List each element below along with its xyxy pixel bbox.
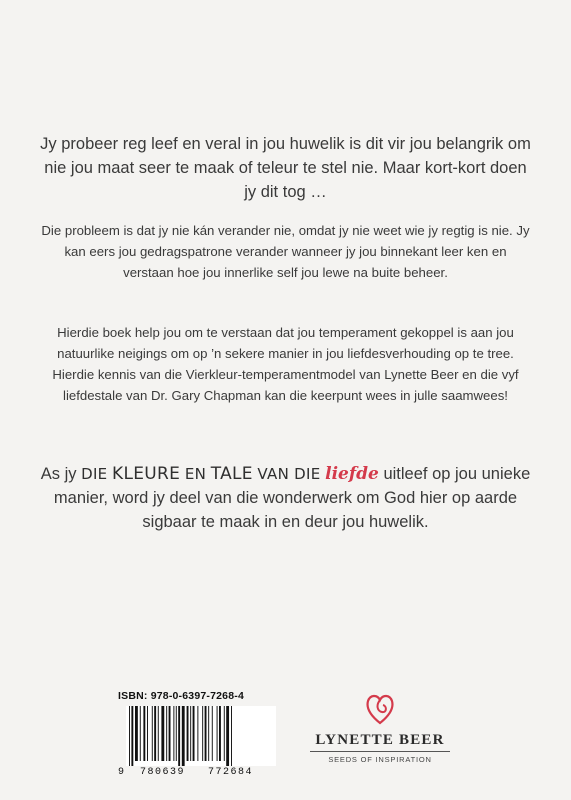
barcode-bar <box>143 706 145 761</box>
heart-knot-icon <box>364 690 396 726</box>
barcode-bar <box>202 706 203 761</box>
barcode-bar <box>193 706 195 761</box>
barcode-bar <box>178 706 180 766</box>
barcode-bar <box>182 706 185 766</box>
closing-paragraph <box>30 462 541 534</box>
title-word-liefde: liefde <box>325 464 379 484</box>
title-word-en: EN <box>184 465 207 483</box>
barcode-digit-group-2: 772684 <box>208 767 254 778</box>
problem-paragraph: Die probleem is dat jy nie kán verander nie, omdat jy nie weet wie jy regtig is nie. Jy kan eers jou gedragspatrone verander wanneer jy jou binnekant leer ken en verstaan hoe jou innerlike self jou lewe na buite beheer. <box>41 223 530 280</box>
barcode-bar <box>208 706 209 761</box>
barcode-bar <box>219 706 221 761</box>
barcode-digit-first: 9 <box>118 767 125 778</box>
barcode-bar <box>176 706 177 761</box>
barcode-bar <box>135 706 138 761</box>
barcode-bar <box>166 706 167 761</box>
barcode-bar <box>205 706 207 761</box>
barcode-bar <box>173 706 174 761</box>
barcode-digit-group-1: 780639 <box>140 767 186 778</box>
isbn-barcode <box>118 690 280 782</box>
barcode-bar <box>187 706 189 761</box>
barcode-bar <box>152 706 153 761</box>
isbn-label: ISBN: 978-0-6397-7268-4 <box>118 690 245 702</box>
closing-lead: As jy <box>40 465 77 483</box>
barcode-bar <box>129 706 130 766</box>
barcode-bar <box>154 706 156 761</box>
closing-rest: uitleef op jou unieke manier, word jy deel van die wonderwerk om God hier op aarde sigbaar te maak in en deur jou huwelik. <box>53 465 531 531</box>
barcode-bar <box>190 706 191 761</box>
barcode-bar <box>212 706 213 761</box>
barcode-bar <box>217 706 218 761</box>
title-word-van-die: VAN DIE <box>257 465 321 483</box>
title-word-kleure: KLEURE <box>112 464 181 484</box>
title-word-die: DIE <box>81 465 108 483</box>
publisher-logo <box>300 690 460 770</box>
title-word-tale: TALE <box>210 464 253 484</box>
barcode-bar <box>169 706 171 761</box>
publisher-name: LYNETTE BEER <box>315 732 445 748</box>
barcode-bar <box>197 706 198 761</box>
publisher-divider <box>310 751 450 752</box>
barcode-bar <box>140 706 141 761</box>
intro-paragraph: Jy probeer reg leef en veral in jou huwelik is dit vir jou belangrik om nie jou maat seer te maak of teleur te stel nie. Maar kort-kort doen jy dit tog … <box>40 135 531 201</box>
barcode-bar <box>158 706 159 761</box>
barcode-bar <box>231 706 232 766</box>
barcode-bar <box>224 706 225 761</box>
book-description-paragraph: Hierdie boek help jou om te verstaan dat jou temperament gekoppel is aan jou natuurlike neigings om op ’n sekere manier in jou liefdesverhouding op te tree. Hierdie kennis van die Vierkleur-temperamentmodel van Lynette Beer en die vyf liefdestale van Dr. Gary Chapman kan die keerpunt wees in julle saamwees! <box>52 325 519 403</box>
barcode-bar <box>161 706 164 761</box>
barcode-bars <box>126 706 276 766</box>
barcode-bar <box>147 706 148 761</box>
barcode-bar <box>226 706 229 766</box>
publisher-tagline: SEEDS OF INSPIRATION <box>328 755 432 764</box>
barcode-bar <box>131 706 133 766</box>
